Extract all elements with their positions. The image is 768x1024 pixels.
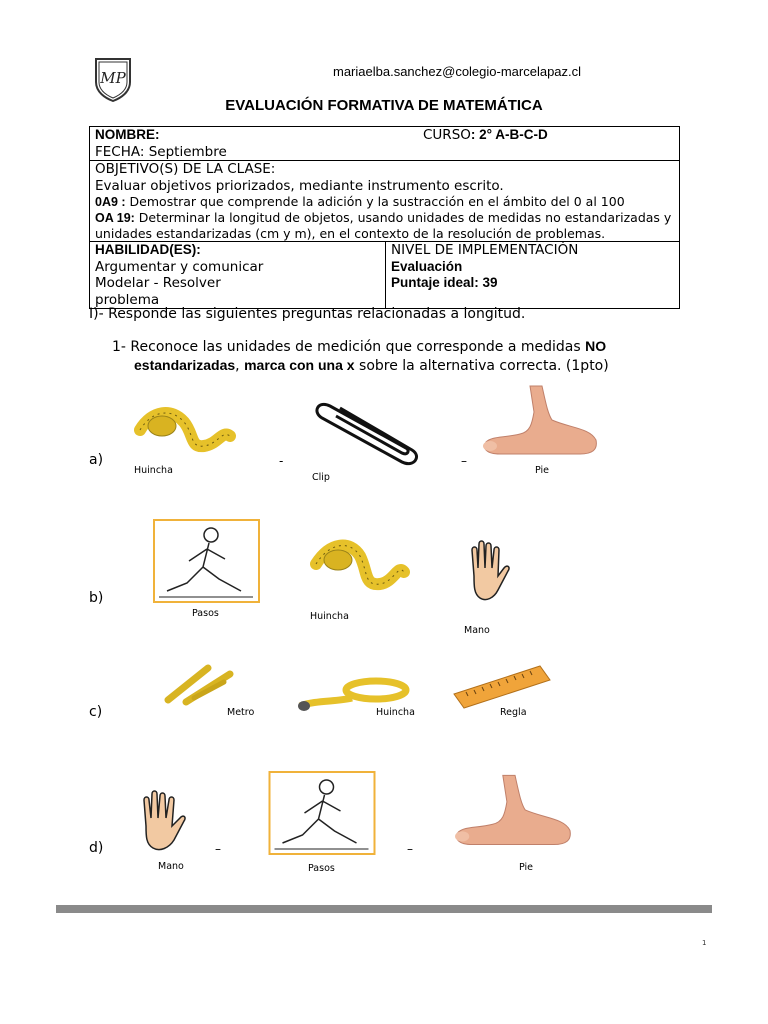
section-instruction: I)- Responde las siguientes preguntas relacionadas a longitud. xyxy=(89,306,526,322)
logo-letters: MP xyxy=(100,69,126,87)
option-c-item-2: Huincha xyxy=(376,707,415,718)
skill-1: Argumentar y comunicar xyxy=(95,258,264,275)
oa9-text: Demostrar que comprende la adición y la sustracción en el ámbito del 0 al 100 xyxy=(125,194,625,209)
date-text: FECHA: Septiembre xyxy=(95,143,227,160)
option-b-item-3: Mano xyxy=(464,625,490,636)
paper-clip-icon[interactable] xyxy=(310,402,426,466)
level-value: Evaluación xyxy=(391,258,463,274)
question-text-c: estandarizadas xyxy=(134,356,236,373)
foot-icon[interactable] xyxy=(480,384,600,460)
footer-divider xyxy=(56,905,712,913)
option-d-letter[interactable]: d) xyxy=(89,840,104,856)
option-a-letter[interactable]: a) xyxy=(89,452,104,468)
question-text-f: sobre la alternativa correcta. (1pto) xyxy=(354,357,609,374)
tape-measure-icon[interactable] xyxy=(308,524,410,610)
course-field xyxy=(423,127,548,144)
objective-label: OBJETIVO(S) DE LA CLASE: xyxy=(95,161,276,177)
hand-icon[interactable] xyxy=(136,790,194,856)
course-value: : 2° A-B-C-D xyxy=(470,127,548,142)
folding-ruler-icon[interactable] xyxy=(164,660,236,706)
student-info-table xyxy=(89,126,680,309)
course-label: CURSO xyxy=(423,127,471,143)
page-number: 1 xyxy=(702,939,707,947)
foot-icon[interactable] xyxy=(452,772,574,852)
option-d-item-1: Mano xyxy=(158,861,184,872)
walking-person-icon[interactable] xyxy=(268,771,376,855)
option-b-item-1: Pasos xyxy=(192,608,219,619)
question-text-d: , xyxy=(235,357,245,374)
skills-label: HABILIDAD(ES): xyxy=(95,242,201,257)
option-d-item-2: Pasos xyxy=(308,863,335,874)
option-c-item-3: Regla xyxy=(500,707,527,718)
option-c-letter[interactable]: c) xyxy=(89,704,103,720)
option-a-item-2: Clip xyxy=(312,472,330,483)
level-label: NIVEL DE IMPLEMENTACIÓN xyxy=(391,242,579,258)
separator-dash: – xyxy=(215,842,221,856)
skills-cell xyxy=(90,242,386,309)
question-number: 1- xyxy=(112,339,126,355)
separator-dash: - xyxy=(279,454,284,468)
name-label: NOMBRE: xyxy=(95,127,160,142)
question-1 xyxy=(112,338,609,375)
walking-person-icon[interactable] xyxy=(153,519,260,603)
objective-cell xyxy=(90,161,680,242)
objective-text: Evaluar objetivos priorizados, mediante instrumento escrito. xyxy=(95,177,504,194)
tape-measure-icon[interactable] xyxy=(132,400,237,464)
option-c-item-1: Metro xyxy=(227,707,255,718)
name-date-cell xyxy=(90,127,680,161)
question-text-a: Reconoce las unidades de medición que corresponde a medidas xyxy=(130,339,586,355)
separator-dash: – xyxy=(407,842,413,856)
oa19-line xyxy=(95,210,674,241)
hand-icon[interactable] xyxy=(466,540,512,606)
oa9-line xyxy=(95,194,674,210)
option-b-letter[interactable]: b) xyxy=(89,590,104,606)
separator-dash: – xyxy=(461,454,467,468)
page-title: EVALUACIÓN FORMATIVA DE MATEMÁTICA xyxy=(225,97,543,114)
option-d-item-3: Pie xyxy=(519,862,534,873)
oa19-code: OA 19: xyxy=(95,211,135,225)
ideal-score: Puntaje ideal: 39 xyxy=(391,275,498,290)
ruler-icon[interactable] xyxy=(452,664,552,710)
question-text-e: marca con una x xyxy=(244,356,355,373)
option-a-item-1: Huincha xyxy=(134,465,173,476)
contact-email: mariaelba.sanchez@colegio-marcelapaz.cl xyxy=(333,64,582,79)
oa19-text: Determinar la longitud de objetos, usando unidades de medidas no estandarizadas y unidades estandarizadas (cm y m), en el contexto de la resolución de problemas. xyxy=(95,210,672,241)
option-b-item-2: Huincha xyxy=(310,611,349,622)
skill-2: Modelar - Resolver xyxy=(95,275,221,291)
option-a-item-3: Pie xyxy=(535,465,550,476)
level-cell xyxy=(386,242,680,309)
oa9-code: 0A9 : xyxy=(95,195,126,209)
school-logo xyxy=(93,56,133,102)
question-text-b: NO xyxy=(585,338,607,354)
skill-3: problema xyxy=(95,291,160,308)
